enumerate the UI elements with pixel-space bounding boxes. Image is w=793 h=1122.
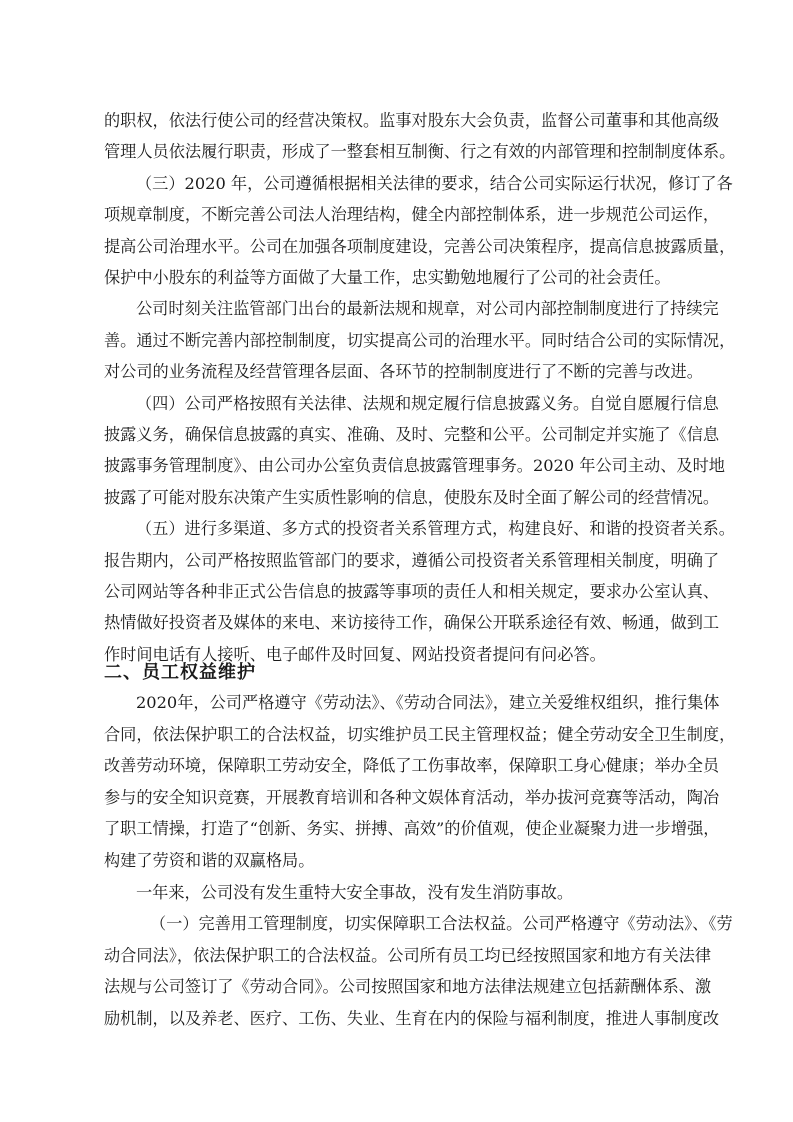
text-line: 项规章制度，不断完善公司法人治理结构，健全内部控制体系，进一步规范公司运作， [104, 205, 720, 225]
text-line: 报告期内，公司严格按照监管部门的要求，遵循公司投资者关系管理相关制度，明确了 [104, 550, 720, 570]
text-line: 公司网站等各种非正式公告信息的披露等事项的责任人和相关规定，要求办公室认真、 [104, 582, 720, 601]
text-line: 励机制，以及养老、医疗、工伤、失业、生育在内的保险与福利制度，推进人事制度改 [104, 1009, 720, 1028]
text-line: 披露了可能对股东决策产生实质性影响的信息，使股东及时全面了解公司的经营情况。 [104, 487, 720, 507]
text-line: 提高公司治理水平。公司在加强各项制度建设，完善公司决策程序，提高信息披露质量， [104, 236, 736, 256]
text-line: 参与的安全知识竞赛，开展教育培训和各种文娱体育活动，举办拔河竞赛等活动，陶冶 [104, 787, 720, 807]
text-line: 热情做好投资者及媒体的来电、来访接待工作，确保公开联系途径有效、畅通，做到工 [104, 613, 720, 633]
text-line: 改善劳动环境，保障职工劳动安全，降低了工伤事故率，保障职工身心健康；举办全员 [104, 756, 720, 776]
text-line: 披露义务，确保信息披露的真实、准确、及时、完整和公平。公司制定并实施了《信息 [104, 425, 720, 444]
text-line: 对公司的业务流程及经营管理各层面、各环节的控制制度进行了不断的完善与改进。 [104, 362, 703, 382]
text-line: （三）2020 年，公司遵循根据相关法律的要求，结合公司实际运行状况，修订了各 [136, 173, 733, 193]
text-line: 保护中小股东的利益等方面做了大量工作，忠实勤勉地履行了公司的社会责任。 [104, 268, 671, 287]
text-line: 2020年，公司严格遵守《劳动法》、《劳动合同法》，建立关爱维权组织，推行集体 [136, 693, 720, 712]
text-line: （五）进行多渠道、多方式的投资者关系管理方式，构建良好、和谐的投资者关系。 [136, 519, 735, 539]
text-line: 的职权，依法行使公司的经营决策权。监事对股东大会负责，监督公司董事和其他高级 [104, 111, 720, 130]
text-line: 了职工情操，打造了“创新、务实、拼搏、高效”的价值观，使企业凝聚力进一步增强， [104, 819, 720, 839]
text-line: 法规与公司签订了《劳动合同》。公司按照国家和地方法律法规建立包括薪酬体系、激 [104, 977, 712, 997]
text-line: 善。通过不断完善内部控制制度，切实提高公司的治理水平。同时结合公司的实际情况， [104, 330, 736, 350]
text-line: 一年来，公司没有发生重特大安全事故，没有发生消防事故。 [136, 882, 574, 902]
text-line: 动合同法》，依法保护职工的合法权益。公司所有员工均已经按照国家和地方有关法律 [104, 945, 712, 965]
text-line: 合同，依法保护职工的合法权益，切实维护员工民主管理权益；健全劳动安全卫生制度， [104, 724, 736, 744]
text-line: 管理人员依法履行职责，形成了一整套相互制衡、行之有效的内部管理和控制制度体系。 [104, 142, 736, 162]
text-line: （一）完善用工管理制度，切实保障职工合法权益。公司严格遵守《劳动法》、《劳 [150, 914, 733, 934]
text-line: 披露事务管理制度》、由公司办公室负责信息披露管理事务。2020 年公司主动、及时地 [104, 456, 725, 476]
text-line: 作时间电话有人接听、电子邮件及时回复、网站投资者提问有问必答。 [104, 644, 606, 664]
text-line: 构建了劳资和谐的双赢格局。 [104, 851, 315, 870]
text-line: （四）公司严格按照有关法律、法规和规定履行信息披露义务。自觉自愿履行信息 [136, 393, 719, 413]
text-line: 公司时刻关注监管部门出台的最新法规和规章，对公司内部控制制度进行了持续完 [136, 299, 719, 319]
section-heading: 二、员工权益维护 [104, 662, 256, 683]
